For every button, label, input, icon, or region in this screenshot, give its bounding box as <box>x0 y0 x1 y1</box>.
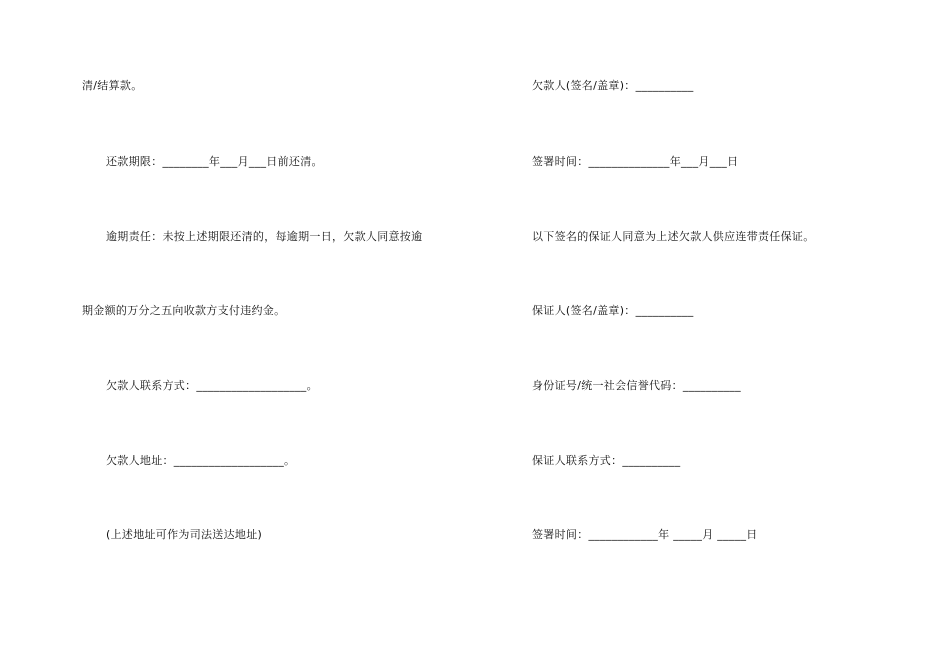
guarantor-sign-date: 签署时间：____________年 _____月 _____日 <box>532 528 758 541</box>
guarantor-id-number: 身份证号/统一社会信誉代码：__________ <box>532 379 741 392</box>
debtor-signature: 欠款人(签名/盖章)：__________ <box>532 79 694 92</box>
settlement-text: 清/结算款。 <box>82 79 143 92</box>
repayment-deadline: 还款期限：________年___月___日前还清。 <box>106 155 323 168</box>
debtor-contact: 欠款人联系方式：___________________。 <box>106 379 318 392</box>
debtor-sign-date: 签署时间：______________年___月___日 <box>532 155 739 168</box>
guarantor-signature: 保证人(签名/盖章)：__________ <box>532 304 694 317</box>
debtor-address: 欠款人地址：___________________。 <box>106 454 296 467</box>
guarantee-statement: 以下签名的保证人同意为上述欠款人供应连带责任保证。 <box>532 230 815 243</box>
overdue-liability: 逾期责任：未按上述期限还清的，每逾期一日，欠款人同意按逾 <box>106 230 423 243</box>
guarantor-contact: 保证人联系方式：__________ <box>532 454 681 467</box>
address-note: (上述地址可作为司法送达地址) <box>106 528 263 541</box>
overdue-liability-cont: 期金额的万分之五向收款方支付违约金。 <box>82 304 286 317</box>
